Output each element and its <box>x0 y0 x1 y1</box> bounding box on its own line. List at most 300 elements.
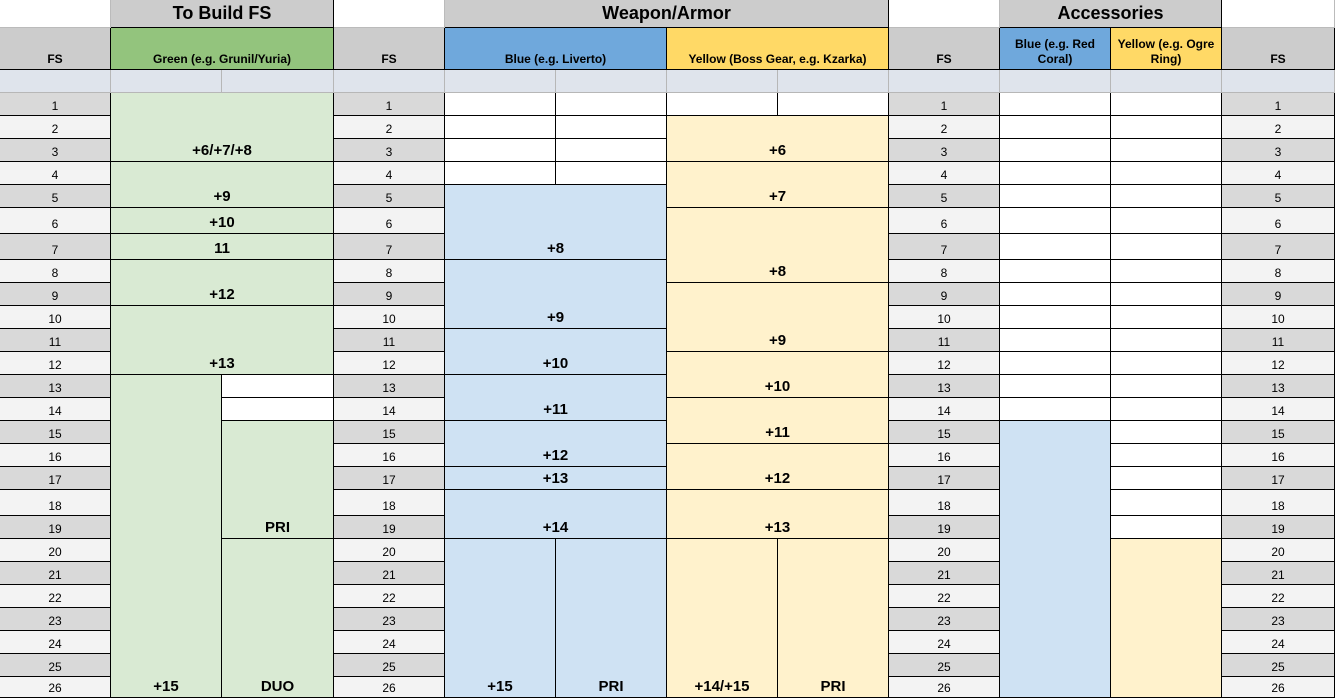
fs-row-number[interactable] <box>1222 516 1335 539</box>
fs-row-number[interactable] <box>889 421 1000 444</box>
fs-row-number-text: 25 <box>48 660 62 674</box>
fs-row-number[interactable] <box>334 677 445 698</box>
fs-row-number-text: 13 <box>48 381 62 395</box>
title-blank[interactable] <box>0 0 111 28</box>
fs-row-number-text: 24 <box>48 637 62 651</box>
blue-block-12-text: +12 <box>542 447 569 464</box>
yellow-block-13[interactable] <box>667 490 889 539</box>
empty-cell[interactable] <box>1111 329 1222 352</box>
yellow-block-7[interactable] <box>667 162 889 208</box>
fs-row-number[interactable] <box>1222 306 1335 329</box>
fs-row-number-text: 10 <box>48 312 62 326</box>
fs-row-number-text: 6 <box>385 217 393 231</box>
acc-blue-header-text: Blue (e.g. Red Coral) <box>1014 37 1095 66</box>
blue-block-11-text: +11 <box>543 401 568 418</box>
green-block-6-8-text: +6/+7/+8 <box>192 142 252 159</box>
empty-cell[interactable] <box>1111 185 1222 208</box>
fs-row-number[interactable] <box>889 654 1000 677</box>
yellow-block-pri-text: PRI <box>820 678 846 695</box>
fs-row-number-text: 12 <box>937 358 951 372</box>
fs-row-number[interactable] <box>889 562 1000 585</box>
fs-row-number[interactable] <box>1222 539 1335 562</box>
green-block-12[interactable] <box>111 260 334 306</box>
fs-row-number[interactable] <box>889 608 1000 631</box>
fs-row-number[interactable] <box>889 352 1000 375</box>
fs-row-number[interactable] <box>0 375 111 398</box>
fs-row-number[interactable] <box>0 162 111 185</box>
yellow-header[interactable] <box>667 28 889 70</box>
fs-header-text: FS <box>936 52 952 66</box>
green-block-duo-text: DUO <box>260 678 295 695</box>
fs-row-number-text: 23 <box>1271 614 1285 628</box>
title-blank[interactable] <box>889 0 1000 28</box>
fs-row-number[interactable] <box>889 677 1000 698</box>
fs-row-number[interactable] <box>334 208 445 234</box>
fs-row-number[interactable] <box>889 208 1000 234</box>
fs-row-number[interactable] <box>334 585 445 608</box>
fs-row-number-text: 6 <box>51 217 59 231</box>
yellow-block-8[interactable] <box>667 208 889 283</box>
fs-row-number-text: 16 <box>48 450 62 464</box>
fs-row-number[interactable] <box>889 631 1000 654</box>
fs-row-number[interactable] <box>0 116 111 139</box>
fs-header[interactable] <box>1222 28 1335 70</box>
empty-cell[interactable] <box>1111 375 1222 398</box>
fs-row-number[interactable] <box>0 329 111 352</box>
blue-block-13[interactable] <box>445 467 667 490</box>
empty-cell[interactable] <box>1000 234 1111 260</box>
fs-row-number-text: 20 <box>382 545 396 559</box>
fs-row-number-text: 3 <box>1274 145 1282 159</box>
fs-row-number[interactable] <box>334 306 445 329</box>
fs-row-number[interactable] <box>1222 631 1335 654</box>
empty-cell[interactable] <box>556 116 667 139</box>
fs-row-number[interactable] <box>334 162 445 185</box>
empty-cell[interactable] <box>1000 398 1111 421</box>
blue-block-8[interactable] <box>445 185 667 260</box>
fs-row-number-text: 7 <box>385 243 393 257</box>
fs-row-number-text: 23 <box>48 614 62 628</box>
green-block-6-8[interactable] <box>111 93 334 162</box>
fs-row-number[interactable] <box>889 139 1000 162</box>
fs-row-number-text: 5 <box>940 191 948 205</box>
fs-row-number-text: 21 <box>937 568 951 582</box>
fs-row-number-text: 26 <box>382 681 396 695</box>
fs-row-number[interactable] <box>0 539 111 562</box>
empty-cell[interactable] <box>1000 329 1111 352</box>
fs-row-number[interactable] <box>889 185 1000 208</box>
green-header-text: Green (e.g. Grunil/Yuria) <box>152 52 292 66</box>
blue-block-8-text: +8 <box>546 240 565 257</box>
fs-row-number-text: 23 <box>382 614 396 628</box>
acc-blue-block[interactable] <box>1000 421 1111 698</box>
fs-row-number-text: 7 <box>940 243 948 257</box>
blank-row-cell[interactable] <box>778 70 889 93</box>
empty-cell[interactable] <box>445 93 556 116</box>
fs-row-number[interactable] <box>334 375 445 398</box>
fs-row-number[interactable] <box>1222 116 1335 139</box>
fs-row-number[interactable] <box>1222 375 1335 398</box>
fs-row-number-text: 5 <box>1274 191 1282 205</box>
green-block-15-text: +15 <box>153 678 179 695</box>
fs-row-number[interactable] <box>334 352 445 375</box>
green-block-13[interactable] <box>111 306 334 375</box>
blank-row-cell[interactable] <box>0 70 111 93</box>
empty-cell[interactable] <box>1000 116 1111 139</box>
empty-cell[interactable] <box>1111 260 1222 283</box>
fs-row-number-text: 6 <box>1274 217 1282 231</box>
empty-cell[interactable] <box>556 162 667 185</box>
empty-cell[interactable] <box>1000 375 1111 398</box>
fs-row-number-text: 15 <box>1271 427 1285 441</box>
fs-row-number[interactable] <box>0 467 111 490</box>
fs-row-number-text: 22 <box>48 591 62 605</box>
empty-cell[interactable] <box>1111 421 1222 444</box>
blue-block-14[interactable] <box>445 490 667 539</box>
empty-cell[interactable] <box>1111 116 1222 139</box>
empty-cell[interactable] <box>1000 139 1111 162</box>
fs-row-number[interactable] <box>0 654 111 677</box>
blank-row-cell[interactable] <box>222 70 334 93</box>
yellow-block-14-15[interactable] <box>667 539 778 698</box>
blank-row-cell[interactable] <box>445 70 556 93</box>
empty-cell[interactable] <box>445 139 556 162</box>
empty-cell[interactable] <box>1000 162 1111 185</box>
green-block-9[interactable] <box>111 162 334 208</box>
fs-header[interactable] <box>0 28 111 70</box>
fs-row-number[interactable] <box>889 490 1000 516</box>
yellow-block-11[interactable] <box>667 398 889 444</box>
title-blank[interactable] <box>1222 0 1335 28</box>
blank-row-cell[interactable] <box>334 70 445 93</box>
yellow-block-12[interactable] <box>667 444 889 490</box>
fs-row-number[interactable] <box>1222 562 1335 585</box>
fs-row-number[interactable] <box>1222 585 1335 608</box>
fs-row-number[interactable] <box>334 490 445 516</box>
blank-row-cell[interactable] <box>1222 70 1335 93</box>
fs-row-number[interactable] <box>889 375 1000 398</box>
fs-row-number[interactable] <box>1222 329 1335 352</box>
empty-cell[interactable] <box>1000 306 1111 329</box>
fs-row-number[interactable] <box>889 234 1000 260</box>
fs-row-number[interactable] <box>0 139 111 162</box>
fs-row-number-text: 17 <box>937 473 951 487</box>
fs-row-number[interactable] <box>334 139 445 162</box>
fs-row-number[interactable] <box>0 234 111 260</box>
acc-yellow-header[interactable] <box>1111 28 1222 70</box>
yellow-block-9[interactable] <box>667 283 889 352</box>
fs-row-number-text: 2 <box>1274 122 1282 136</box>
fs-row-number[interactable] <box>1222 162 1335 185</box>
fs-row-number-text: 21 <box>382 568 396 582</box>
blue-block-15-text: +15 <box>487 678 513 695</box>
empty-cell[interactable] <box>1111 490 1222 516</box>
fs-row-number[interactable] <box>334 444 445 467</box>
fs-row-number-text: 14 <box>48 404 62 418</box>
fs-row-number-text: 1 <box>385 99 393 113</box>
fs-row-number[interactable] <box>1222 208 1335 234</box>
fs-row-number[interactable] <box>889 93 1000 116</box>
fs-row-number-text: 17 <box>48 473 62 487</box>
title-weapon-text: Weapon/Armor <box>602 3 731 23</box>
empty-cell[interactable] <box>1000 352 1111 375</box>
fs-row-number[interactable] <box>0 306 111 329</box>
fs-row-number-text: 2 <box>51 122 59 136</box>
fs-row-number[interactable] <box>1222 352 1335 375</box>
empty-cell[interactable] <box>222 375 334 398</box>
fs-row-number-text: 1 <box>51 99 59 113</box>
empty-cell[interactable] <box>1111 283 1222 306</box>
empty-cell[interactable] <box>1000 208 1111 234</box>
blue-block-9[interactable] <box>445 260 667 329</box>
fs-row-number[interactable] <box>334 539 445 562</box>
blank-row-cell[interactable] <box>111 70 222 93</box>
fs-row-number-text: 3 <box>940 145 948 159</box>
green-block-11[interactable] <box>111 234 334 260</box>
acc-blue-header[interactable] <box>1000 28 1111 70</box>
fs-row-number[interactable] <box>0 444 111 467</box>
fs-row-number[interactable] <box>0 585 111 608</box>
fs-row-number-text: 9 <box>385 289 393 303</box>
empty-cell[interactable] <box>1000 260 1111 283</box>
green-block-10[interactable] <box>111 208 334 234</box>
fs-row-number-text: 15 <box>48 427 62 441</box>
blue-block-11[interactable] <box>445 375 667 421</box>
fs-row-number[interactable] <box>0 352 111 375</box>
blank-row-cell[interactable] <box>556 70 667 93</box>
fs-row-number-text: 18 <box>382 499 396 513</box>
fs-row-number-text: 9 <box>940 289 948 303</box>
fs-row-number[interactable] <box>0 608 111 631</box>
fs-row-number[interactable] <box>334 185 445 208</box>
fs-row-number[interactable] <box>0 185 111 208</box>
blank-row-cell[interactable] <box>1000 70 1111 93</box>
blank-row-cell[interactable] <box>1111 70 1222 93</box>
fs-row-number[interactable] <box>0 631 111 654</box>
fs-row-number-text: 10 <box>937 312 951 326</box>
fs-row-number[interactable] <box>889 444 1000 467</box>
yellow-block-13-text: +13 <box>764 519 791 536</box>
fs-row-number-text: 20 <box>48 545 62 559</box>
fs-row-number[interactable] <box>334 421 445 444</box>
empty-cell[interactable] <box>1000 283 1111 306</box>
fs-row-number[interactable] <box>334 631 445 654</box>
fs-row-number[interactable] <box>1222 654 1335 677</box>
fs-row-number[interactable] <box>334 93 445 116</box>
fs-row-number-text: 4 <box>1274 168 1282 182</box>
fs-row-number[interactable] <box>1222 139 1335 162</box>
fs-row-number[interactable] <box>334 234 445 260</box>
fs-row-number[interactable] <box>334 398 445 421</box>
yellow-block-pri[interactable] <box>778 539 889 698</box>
empty-cell[interactable] <box>778 93 889 116</box>
fs-row-number[interactable] <box>1222 421 1335 444</box>
fs-row-number-text: 13 <box>937 381 951 395</box>
fs-row-number[interactable] <box>1222 398 1335 421</box>
empty-cell[interactable] <box>667 93 778 116</box>
blue-block-12[interactable] <box>445 421 667 467</box>
fs-row-number-text: 8 <box>940 266 948 280</box>
fs-row-number[interactable] <box>0 93 111 116</box>
fs-row-number[interactable] <box>1222 467 1335 490</box>
fs-row-number[interactable] <box>1222 283 1335 306</box>
empty-cell[interactable] <box>1111 444 1222 467</box>
empty-cell[interactable] <box>1000 93 1111 116</box>
empty-cell[interactable] <box>1111 467 1222 490</box>
fs-row-number-text: 12 <box>1271 358 1285 372</box>
yellow-block-8-text: +8 <box>768 263 787 280</box>
fs-row-number[interactable] <box>1222 444 1335 467</box>
empty-cell[interactable] <box>1111 306 1222 329</box>
empty-cell[interactable] <box>556 93 667 116</box>
fs-row-number-text: 3 <box>385 145 393 159</box>
yellow-block-10[interactable] <box>667 352 889 398</box>
title-accessories-text: Accessories <box>1057 3 1164 23</box>
green-block-14[interactable] <box>111 375 222 539</box>
fs-row-number[interactable] <box>334 329 445 352</box>
fs-row-number[interactable] <box>0 677 111 698</box>
green-block-duo[interactable] <box>222 539 334 698</box>
fs-row-number[interactable] <box>1222 260 1335 283</box>
fs-header[interactable] <box>889 28 1000 70</box>
yellow-block-11-text: +11 <box>765 424 790 441</box>
fs-row-number[interactable] <box>889 539 1000 562</box>
fs-row-number[interactable] <box>1222 234 1335 260</box>
empty-cell[interactable] <box>222 398 334 421</box>
title-build[interactable] <box>111 0 334 28</box>
fs-row-number[interactable] <box>334 116 445 139</box>
fs-row-number-text: 18 <box>48 499 62 513</box>
fs-row-number[interactable] <box>0 516 111 539</box>
fs-row-number[interactable] <box>1222 490 1335 516</box>
green-block-12-text: +12 <box>209 286 235 303</box>
blue-header[interactable] <box>445 28 667 70</box>
fs-row-number[interactable] <box>889 162 1000 185</box>
title-accessories[interactable] <box>1000 0 1222 28</box>
fs-row-number[interactable] <box>889 585 1000 608</box>
empty-cell[interactable] <box>1111 162 1222 185</box>
fs-row-number-text: 14 <box>1271 404 1285 418</box>
fs-row-number-text: 6 <box>940 217 948 231</box>
acc-yellow-header-text: Yellow (e.g. Ogre Ring) <box>1117 37 1215 66</box>
empty-cell[interactable] <box>1111 139 1222 162</box>
fs-row-number[interactable] <box>889 329 1000 352</box>
yellow-block-7-text: +7 <box>768 188 787 205</box>
fs-row-number-text: 11 <box>48 335 62 349</box>
fs-row-number-text: 20 <box>1271 545 1285 559</box>
fs-row-number-text: 13 <box>1271 381 1285 395</box>
fs-row-number[interactable] <box>0 260 111 283</box>
fs-row-number-text: 24 <box>1271 637 1285 651</box>
green-header[interactable] <box>111 28 334 70</box>
empty-cell[interactable] <box>1111 398 1222 421</box>
empty-cell[interactable] <box>1111 93 1222 116</box>
fs-row-number-text: 22 <box>1271 591 1285 605</box>
title-blank[interactable] <box>334 0 445 28</box>
empty-cell[interactable] <box>1111 208 1222 234</box>
fs-row-number[interactable] <box>334 260 445 283</box>
blue-block-10[interactable] <box>445 329 667 375</box>
fs-row-number[interactable] <box>1222 608 1335 631</box>
fs-row-number[interactable] <box>889 398 1000 421</box>
fs-row-number-text: 3 <box>51 145 59 159</box>
fs-row-number[interactable] <box>889 260 1000 283</box>
fs-row-number[interactable] <box>0 421 111 444</box>
acc-yellow-block[interactable] <box>1111 539 1222 698</box>
fs-row-number[interactable] <box>334 654 445 677</box>
fs-row-number[interactable] <box>1222 185 1335 208</box>
fs-row-number[interactable] <box>0 398 111 421</box>
fs-row-number[interactable] <box>334 467 445 490</box>
fs-row-number-text: 18 <box>1271 499 1285 513</box>
fs-row-number[interactable] <box>889 467 1000 490</box>
empty-cell[interactable] <box>445 162 556 185</box>
fs-row-number[interactable] <box>889 283 1000 306</box>
fs-row-number-text: 10 <box>382 312 396 326</box>
blue-block-pri[interactable] <box>556 539 667 698</box>
fs-row-number[interactable] <box>0 562 111 585</box>
fs-row-number-text: 15 <box>937 427 951 441</box>
fs-row-number[interactable] <box>0 490 111 516</box>
blue-block-9-text: +9 <box>546 309 565 326</box>
green-block-pri[interactable] <box>222 421 334 539</box>
fs-row-number[interactable] <box>334 283 445 306</box>
fs-row-number[interactable] <box>334 516 445 539</box>
blue-block-15[interactable] <box>445 539 556 698</box>
green-block-11-text: 11 <box>214 240 230 257</box>
yellow-block-6[interactable] <box>667 116 889 162</box>
empty-cell[interactable] <box>1111 234 1222 260</box>
fs-row-number[interactable] <box>0 283 111 306</box>
fs-row-number-text: 14 <box>382 404 396 418</box>
fs-row-number-text: 17 <box>382 473 396 487</box>
green-block-15[interactable] <box>111 516 222 698</box>
blank-row-cell[interactable] <box>667 70 778 93</box>
fs-row-number-text: 17 <box>1271 473 1285 487</box>
fs-row-number-text: 12 <box>382 358 396 372</box>
fs-row-number-text: 15 <box>382 427 396 441</box>
fs-row-number-text: 11 <box>1271 335 1285 349</box>
fs-row-number-text: 19 <box>1271 522 1285 536</box>
empty-cell[interactable] <box>1111 352 1222 375</box>
fs-row-number[interactable] <box>334 562 445 585</box>
fs-row-number-text: 10 <box>1271 312 1285 326</box>
fs-row-number-text: 1 <box>1274 99 1282 113</box>
fs-row-number[interactable] <box>334 608 445 631</box>
fs-row-number-text: 26 <box>937 681 951 695</box>
fs-row-number-text: 25 <box>1271 660 1285 674</box>
fs-row-number-text: 4 <box>51 168 59 182</box>
fs-row-number-text: 19 <box>937 522 951 536</box>
empty-cell[interactable] <box>1111 516 1222 539</box>
empty-cell[interactable] <box>1000 185 1111 208</box>
blank-row-cell[interactable] <box>889 70 1000 93</box>
fs-row-number-text: 5 <box>51 191 59 205</box>
title-weapon[interactable] <box>445 0 889 28</box>
empty-cell[interactable] <box>556 139 667 162</box>
blue-block-13-text: +13 <box>542 470 569 487</box>
empty-cell[interactable] <box>445 116 556 139</box>
fs-row-number[interactable] <box>0 208 111 234</box>
fs-row-number[interactable] <box>1222 677 1335 698</box>
fs-row-number-text: 18 <box>937 499 951 513</box>
fs-row-number[interactable] <box>889 516 1000 539</box>
green-block-9-text: +9 <box>213 188 231 205</box>
fs-row-number[interactable] <box>1222 93 1335 116</box>
fs-row-number[interactable] <box>889 306 1000 329</box>
fs-header[interactable] <box>334 28 445 70</box>
fs-row-number[interactable] <box>889 116 1000 139</box>
